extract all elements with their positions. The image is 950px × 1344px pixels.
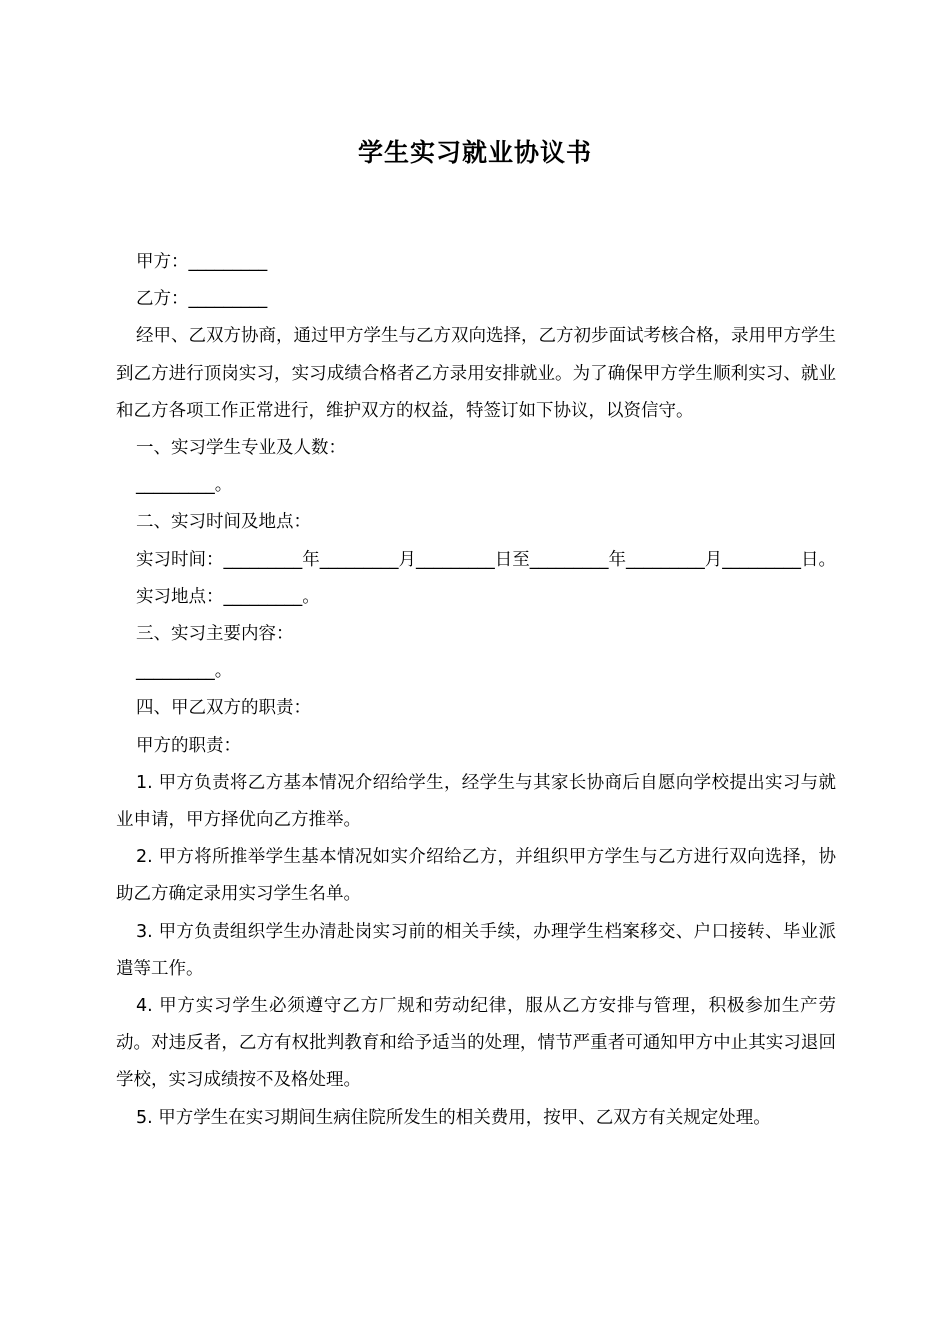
internship-time-line: 实习时间：_________年_________月_________日至_________年_________月_________日。 [136,549,836,570]
internship-location-line: 实习地点：_________。 [136,586,320,607]
section-3-heading: 三、实习主要内容： [136,624,294,645]
document-body [116,244,836,1137]
section-3-blank: _________。 [136,661,233,682]
party-b-line: 乙方：_________ [136,289,268,310]
preamble-paragraph: 经甲、乙双方协商，通过甲方学生与乙方双向选择，乙方初步面试考核合格，录用甲方学生到乙方进行顶岗实习，实习成绩合格者乙方录用安排就业。为了确保甲方学生顺利实习、就业和乙方各项工作正常进行，维护双方的权益，特签订如下协议，以资信守。 [116,326,836,421]
duty-item-4: 4. 甲方实习学生必须遵守乙方厂规和劳动纪律，服从乙方安排与管理，积极参加生产劳动。对违反者，乙方有权批判教育和给予适当的处理，情节严重者可通知甲方中止其实习退回学校，实习成绩按不及格处理。 [116,996,836,1091]
duty-item-5: 5. 甲方学生在实习期间生病住院所发生的相关费用，按甲、乙双方有关规定处理。 [136,1107,771,1128]
section-4-heading: 四、甲乙双方的职责： [136,698,311,719]
duty-item-1: 1. 甲方负责将乙方基本情况介绍给学生，经学生与其家长协商后自愿向学校提出实习与就业申请，甲方择优向乙方推举。 [116,772,836,831]
party-a-line: 甲方：_________ [136,252,268,272]
duty-item-2: 2. 甲方将所推举学生基本情况如实介绍给乙方，并组织甲方学生与乙方进行双向选择，协助乙方确定录用实习学生名单。 [116,847,836,905]
section-1-blank: _________。 [136,475,233,496]
section-2-heading: 二、实习时间及地点： [136,512,311,533]
duty-item-3: 3. 甲方负责组织学生办清赴岗实习前的相关手续，办理学生档案移交、户口接转、毕业派遣等工作。 [116,921,836,979]
section-1-heading: 一、实习学生专业及人数： [136,438,346,459]
document-title: 学生实习就业协议书 [357,138,592,167]
party-a-duties-heading: 甲方的职责： [136,735,241,756]
